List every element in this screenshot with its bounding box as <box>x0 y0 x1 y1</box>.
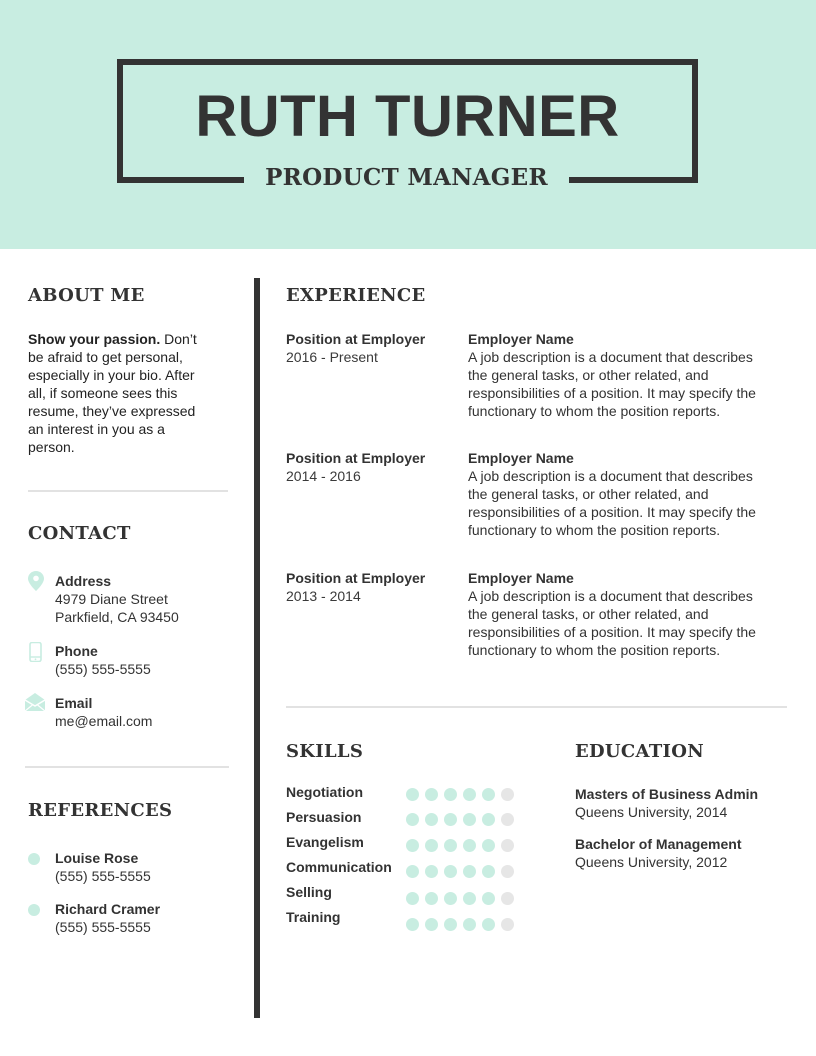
experience-position <box>286 449 461 485</box>
frame-bottom-left <box>117 177 244 183</box>
rating-dot-empty <box>501 892 514 905</box>
position-title: Position at Employer <box>286 450 426 466</box>
candidate-title: PRODUCT MANAGER <box>265 164 548 191</box>
rating-dot-filled <box>425 788 438 801</box>
experience-detail <box>468 330 768 420</box>
rating-dot-empty <box>501 918 514 931</box>
divider-contact <box>25 766 229 768</box>
email-value[interactable]: me@email.com <box>55 713 153 729</box>
skill-name: Negotiation <box>286 784 363 800</box>
reference-phone: (555) 555-5555 <box>55 868 151 884</box>
experience-position <box>286 569 461 605</box>
job-description: A job description is a document that describes the general tasks, or other related, and responsibilities of a position. It may specify the functionary to whom the position reports. <box>468 349 756 419</box>
rating-dot-filled <box>444 839 457 852</box>
rating-dot-filled <box>406 788 419 801</box>
reference-name: Louise Rose <box>55 850 139 866</box>
rating-dot-empty <box>501 788 514 801</box>
candidate-name: RUTH TURNER <box>195 84 620 149</box>
rating-dot-filled <box>425 865 438 878</box>
reference-name: Richard Cramer <box>55 901 161 917</box>
about-heading: ABOUT ME <box>28 285 145 306</box>
rating-dot-filled <box>444 865 457 878</box>
employer-name: Employer Name <box>468 570 574 586</box>
position-dates: 2016 - Present <box>286 349 378 365</box>
rating-dot-filled <box>444 892 457 905</box>
school: Queens University, 2012 <box>575 854 728 870</box>
experience-detail <box>468 569 768 659</box>
degree: Bachelor of Management <box>575 836 742 852</box>
divider-experience <box>286 706 787 708</box>
phone-value: (555) 555-5555 <box>55 661 151 677</box>
email-label: Email <box>55 695 93 711</box>
school: Queens University, 2014 <box>575 804 728 820</box>
skill-name: Persuasion <box>286 809 362 825</box>
skill-name: Evangelism <box>286 834 364 850</box>
address-line2: Parkfield, CA 93450 <box>55 609 179 625</box>
rating-dot-filled <box>425 892 438 905</box>
rating-dot-filled <box>463 865 476 878</box>
experience-position <box>286 330 461 366</box>
rating-dot-filled <box>406 918 419 931</box>
job-description: A job description is a document that describes the general tasks, or other related, and responsibilities of a position. It may specify the functionary to whom the position reports. <box>468 588 756 658</box>
rating-dot-filled <box>463 839 476 852</box>
rating-dot-filled <box>463 892 476 905</box>
rating-dot-empty <box>501 839 514 852</box>
rating-dot-filled <box>406 813 419 826</box>
rating-dot-filled <box>482 865 495 878</box>
education-heading: EDUCATION <box>575 741 704 762</box>
rating-dot-filled <box>444 813 457 826</box>
address-label: Address <box>55 573 112 589</box>
rating-dot-empty <box>501 865 514 878</box>
education-item <box>575 835 741 871</box>
rating-dot-filled <box>425 839 438 852</box>
frame-bottom-right <box>569 177 698 183</box>
map-pin-icon <box>28 571 44 591</box>
rating-dot-filled <box>444 918 457 931</box>
phone-icon <box>28 642 44 662</box>
position-dates: 2013 - 2014 <box>286 588 361 604</box>
experience-detail <box>468 449 768 539</box>
about-lead: Show your passion. <box>28 331 161 347</box>
employer-name: Employer Name <box>468 450 574 466</box>
divider-about <box>28 490 228 492</box>
about-text <box>28 330 208 456</box>
rating-dot-filled <box>406 865 419 878</box>
contact-heading: CONTACT <box>28 523 131 544</box>
rating-dot-filled <box>444 788 457 801</box>
job-description: A job description is a document that describes the general tasks, or other related, and responsibilities of a position. It may specify the functionary to whom the position reports. <box>468 468 756 538</box>
skill-name: Training <box>286 909 341 925</box>
skill-name: Communication <box>286 859 392 875</box>
address-line1: 4979 Diane Street <box>55 591 168 607</box>
phone-label: Phone <box>55 643 98 659</box>
skill-name: Selling <box>286 884 332 900</box>
references-heading: REFERENCES <box>28 800 173 821</box>
reference-phone: (555) 555-5555 <box>55 919 151 935</box>
about-body: Don’t be afraid to get personal, especially in your bio. After all, if someone sees this resume, they’ve expressed an interest in you as a person. <box>28 331 197 455</box>
rating-dot-filled <box>482 813 495 826</box>
rating-dot-filled <box>482 918 495 931</box>
rating-dot-filled <box>463 813 476 826</box>
rating-dot-filled <box>463 918 476 931</box>
envelope-icon <box>25 692 45 712</box>
position-title: Position at Employer <box>286 331 426 347</box>
rating-dot-filled <box>425 813 438 826</box>
rating-dot-filled <box>482 839 495 852</box>
position-dates: 2014 - 2016 <box>286 468 361 484</box>
rating-dot-filled <box>482 892 495 905</box>
bullet-icon <box>28 853 40 865</box>
experience-heading: EXPERIENCE <box>286 285 426 306</box>
rating-dot-filled <box>406 839 419 852</box>
rating-dot-empty <box>501 813 514 826</box>
employer-name: Employer Name <box>468 331 574 347</box>
column-divider <box>254 278 260 1018</box>
skills-heading: SKILLS <box>286 741 364 762</box>
position-title: Position at Employer <box>286 570 426 586</box>
education-item <box>575 785 758 821</box>
rating-dot-filled <box>482 788 495 801</box>
rating-dot-filled <box>463 788 476 801</box>
rating-dot-filled <box>406 892 419 905</box>
bullet-icon <box>28 904 40 916</box>
degree: Masters of Business Admin <box>575 786 759 802</box>
rating-dot-filled <box>425 918 438 931</box>
